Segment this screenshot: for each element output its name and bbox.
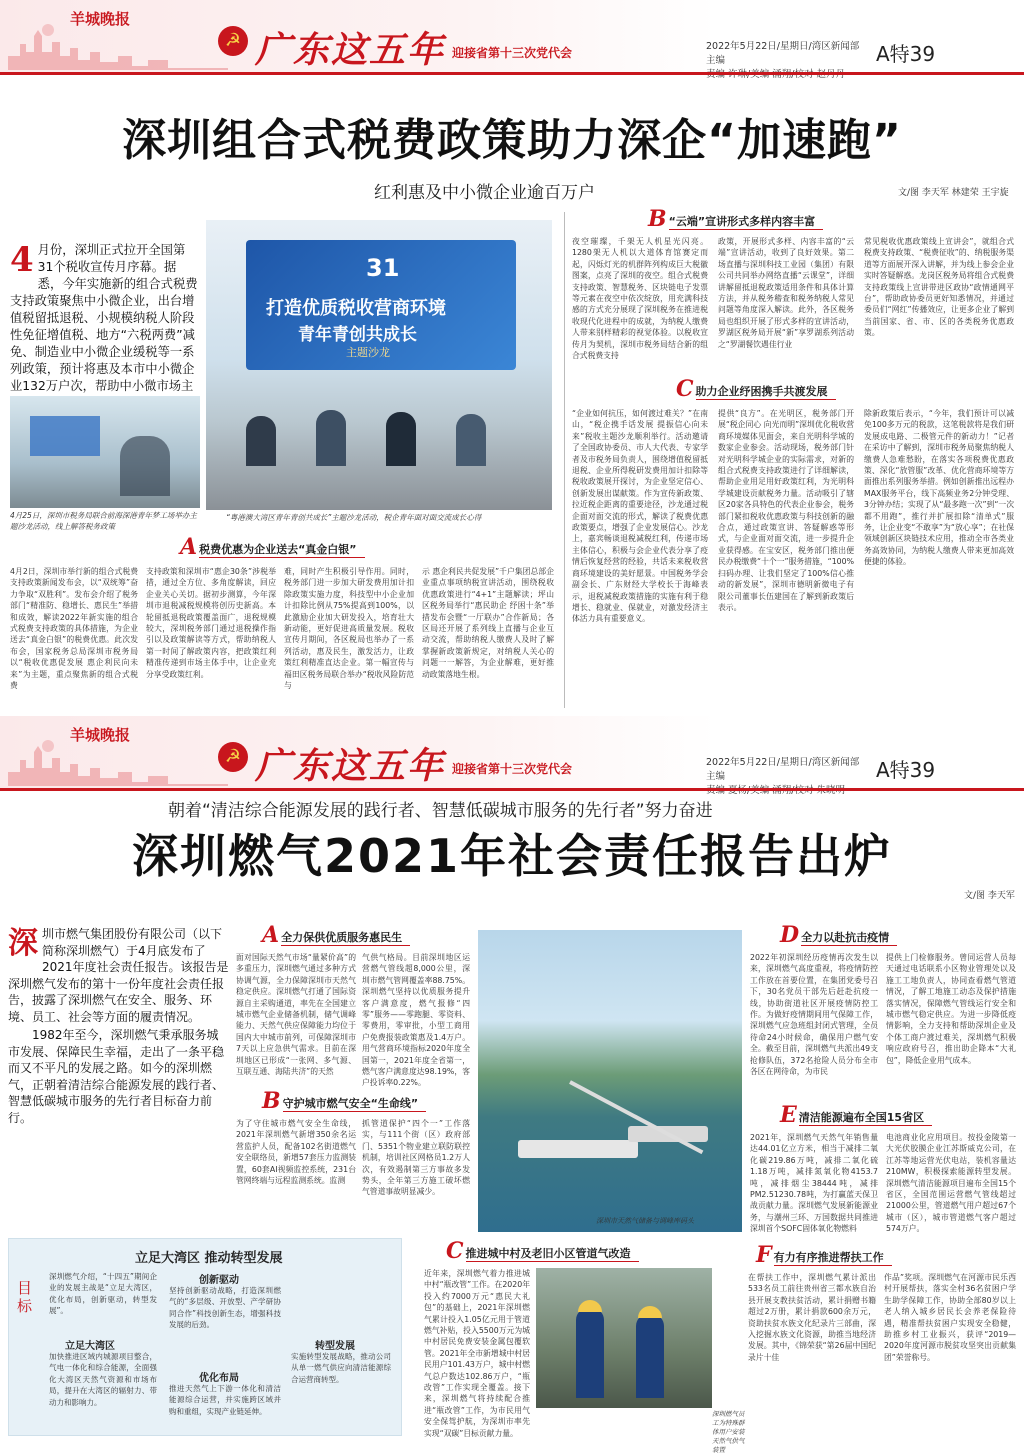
section-a2-col-2: 气供气格局。目前深圳地区运营燃气管线超8,000公里，深圳市燃气管网覆盖率88.75%。深圳燃气坚持以优质服务提升客户满意度，燃气报修“四零”服务——零跑腿、零资料、零费用，零审批，小型工商用户免费报装政策惠及1.4万户。用气营商环境指标2020年度全国第一，2021年度全省第一，燃气客户满意度达98.19%，客户投诉率0.22%。 xyxy=(362,953,470,1088)
column-title: 广东这五年 xyxy=(255,29,446,71)
byline: 文/图 李天军 林建荣 王宇旋 xyxy=(898,188,1009,198)
lead-dropcap-2: 深 xyxy=(8,926,38,961)
section-c-col-2: 提供“良方”。在光明区，税务部门开展“税企同心 向光而明”深圳优化税收营商环境媒体见面会，来自光明科学城的数家企业参会。活动现场，税务部门针对光明科学城企业的实际需求，对新的组合式税费支持政策进行了详细解读，帮助企业用足用好政策红利，为光明科学城建设贡献税务力量。活动吸引了辖区20家各具特色的代表企业参会，税务部门紧扣税收优惠政策与科技创新的融合点，通过政策宣讲、答疑解惑等形式，与企业面对面交流，进一步提升企业获得感。在宝安区，税务部门推出便民办税缴费“十个一”服务措施，“100%扫码办理、让我们坚定了100%信心推动的新发展”，深圳市德明新微电子有限公司董事长伍建国在了解到新政策后表示。 xyxy=(718,409,854,612)
subheadline: 红利惠及中小微企业逾百万户 xyxy=(374,183,595,203)
section-e-heading xyxy=(780,1104,932,1126)
skyline-illustration-2 xyxy=(8,738,228,786)
box-t1: 加快推进区域内城源项目整合，气电一体化和综合能源，全面强化大湾区天然气资源和市场布局，提升在大湾区的辐射力、带动力和影响力。 xyxy=(49,1352,157,1407)
photo-title-3: 主题沙龙 xyxy=(346,346,390,359)
section-d-letter: D xyxy=(780,922,800,948)
page-meta xyxy=(706,40,866,82)
tanker-ship xyxy=(518,1140,638,1158)
skyline-illustration xyxy=(8,22,228,70)
section-e-letter: E xyxy=(780,1102,797,1128)
port-caption: 深圳市天然气储备与调峰库码头 xyxy=(596,1217,694,1225)
box-title: 立足大湾区 推动转型发展 xyxy=(135,1251,283,1266)
section-a-title: 税费优惠为企业送去“真金白银” xyxy=(199,543,364,558)
section-a-title-2: 全力保供优质服务惠民生 xyxy=(281,931,410,946)
newspaper-logo-2: 羊城晚报 xyxy=(70,726,131,744)
meta-editors xyxy=(706,68,866,82)
section-e-col-2: 电池商业化应用项目。按投金陵第一大光伏胶膜企业江苏斯威克公司，在江苏等地运营光伏电站，装机容量达210MW，积极探索能源转型发展。深圳燃气清洁能源项目遍布全国15个省区，全国范围运营燃气管线超过21000公里，管道燃气用户超过67个城市（区），城市管道燃气客户超过574万户。 xyxy=(886,1133,1016,1234)
person-shape xyxy=(120,436,170,496)
photo-salon xyxy=(206,220,552,510)
section-a-col-1: 4月2日，深圳市举行新的组合式税费支持政策新闻发布会，以“双统筹”奋力争取“双胜利”。发布会介绍了税务部门“精准防、稳增长、惠民生”举措和成效，解读2022年新实施的组合式税费支持政策的具体措施，为企业送去“真金白银”的税费优惠。此次发布会，国家税务总局深圳市税务局以“税收优惠促发展 惠企利民向未来”为主题，重点聚焦新的组合式税费 xyxy=(10,567,138,691)
photo-title-2: 青年青创共成长 xyxy=(298,325,417,345)
panel-people xyxy=(226,406,526,466)
column-subtitle: 迎接省第十三次党代会 xyxy=(452,46,573,60)
box-t3b xyxy=(291,1271,391,1331)
section-c-heading-2 xyxy=(446,1240,639,1262)
page-number: A特39 xyxy=(876,42,936,66)
box-t2: 坚持创新驱动战略，打造深圳燃气的“多层级、开放型、产学研协同合作”科技创新生态，增强科技发展的后劲。 xyxy=(169,1286,281,1330)
box-intro: 深圳燃气介绍，“十四五”期间企业的发展主战是“立足大湾区，优化布局，创新驱动，转型发展”。 xyxy=(49,1272,157,1316)
section-c-letter: C xyxy=(676,376,694,402)
lead-dropcap: 4 xyxy=(10,240,34,280)
page-number-2: A特39 xyxy=(876,758,936,782)
worker-figure-2 xyxy=(636,1314,664,1398)
section-a-letter: A xyxy=(180,534,198,560)
section-d-heading xyxy=(780,924,897,946)
headline: 深圳组合式税费政策助力深企“加速跑” xyxy=(122,115,902,166)
photo-number: 31 xyxy=(366,254,400,282)
section-c-letter-2: C xyxy=(446,1238,464,1264)
photo-caption-1: 4月25日，深圳市税务局联合前海深港青年梦工场举办主题沙龙活动，线上解答税务政策 xyxy=(10,511,197,531)
section-b-col-1: 夜空璀璨，千架无人机星光闪亮。1280架无人机以大道体育馆赛定而起，闪烁灯光的机群阵列构成巨大税徽图案，点亮了深圳的夜空。组合式税费支持政策、智慧税务、区块链电子发票等元素在夜空中依次绽放，用充满科技感的方式充分展现了深圳税务在推进税收现代化进程中的成就，为纳税人缴费人带来别样精彩的视觉体验。以税收宣传月为契机，深圳市税务局结合新的组合式税费支持 xyxy=(572,237,708,361)
box-t3: 推进天然气上下游一体化和清洁能源综合运营，并实施跨区域并购和重组，实现产业链延伸。 xyxy=(169,1384,281,1416)
lead-paragraph xyxy=(10,240,198,393)
section-b-col-2: 政策，开展形式多样、内容丰富的“云端”宣讲活动，收到了良好效果。第二场直播与深圳科技工业园（集团）有限公司共同举办网络直播“云课堂”，详细讲解留抵退税政策适用条件和具体计算方法，并从税务稽查和税务纳税人常见问题等角度深入解读。此外，各区税务局也组织开展了形式多样的宣讲活动，罗湖区税务局开展“新”享罗湖系列活动之“罗湖餐饮遇佳行业 xyxy=(718,237,854,349)
column-title-2: 广东这五年 xyxy=(255,745,446,787)
section-a-letter-2: A xyxy=(262,922,280,948)
lead-text-2: 圳市燃气集团股份有限公司（以下简称深圳燃气）于4月底发布了2021年度社会责任报告。该报告是深圳燃气发布的第十一份年度社会责任报告，披露了深圳燃气在安全、服务、环境、员工、社会等方面的履责情况。 xyxy=(8,927,229,1024)
section-a-col-4: 示 惠企利民共促发展”千户集团总部企业重点事项纳税宣讲活动，围绕税收优惠政策进行“4+1”主题解读；坪山区税务局举行“惠民助企 纾困十条”举措发布会暨“一厅联办”合作新局；各区局还开展了系列线上直播与企业互动交流，帮助纳税人缴费人及时了解掌握新政策新规定，对纳税人关心的问题一一解答，为企业解难，更好推动政策落地生根。 xyxy=(422,567,554,679)
section-b2-col-1: 为了守住城市燃气安全生命线，2021年深圳燃气新增350余名运营监护人员，配备102名街道燃气安全联络员，新增57套压力监测装置，60套AI视频监控系统，231台管网终端与远程监测系统。监测 xyxy=(236,1119,356,1186)
helmet-icon-2 xyxy=(638,1306,662,1318)
section-e-title: 清洁能源遍布全国15省区 xyxy=(799,1111,932,1126)
section-c-title-2: 推进城中村及老旧小区管道气改造 xyxy=(466,1247,639,1262)
section-f-heading xyxy=(756,1244,892,1266)
page-meta-2 xyxy=(706,756,866,798)
byline-2: 文/图 李天军 xyxy=(964,891,1015,901)
section-b-letter-2: B xyxy=(262,1088,281,1114)
tax-article-page xyxy=(0,0,1024,716)
section-c2-col-1: 近年来，深圳燃气着力推进城中村“瓶改管”工作。在2020年投入约7000万元“惠民大礼包”的基础上，2021年深圳燃气累计投入1.05亿元用于管道燃气补贴，投入5500万元为城中村居民免费安装金属包覆软管。2021年全市新增城中村居民用户101.43万户，城中村燃气总户数达102.86万户，“瓶改管”工作实现全覆盖。接下来，深圳燃气将持续配合推进“瓶改管”工作，为市民用气安全保驾护航，为深圳市率先实现“双碳”目标贡献力量。 xyxy=(424,1269,530,1438)
meta-date-2: 2022年5月22日/星期日/湾区新闻部主编 xyxy=(706,757,860,782)
section-a2-col-1: 面对国际天然气市场“量紧价高”的多重压力，深圳燃气通过多种方式协调气源，全力保障深圳市天然气稳定供应。深圳燃气打通了国际资源自主采购通道，率先在全国建立城市燃气企业储备机制，储气调峰能力、天然气供应保障能力均位于国内大中城市前列，可保障深圳市7天以上应急供气需求。目前在深圳地区已形成“一张网、多气源、互联互通、海陆共济”的天然 xyxy=(236,953,356,1077)
section-b-title: “云端”宣讲形式多样内容丰富 xyxy=(669,215,823,230)
screen-shape xyxy=(30,416,100,456)
section-f-col-1: 在帮扶工作中，深圳燃气累计派出533名员工前往贵州省三都水族自治县开展支教扶贫活动，累计捐赠书籍超过2万册，累计捐款600余万元，资助扶贫水族文化纪录片三部曲，深入挖掘水族文化资源，助推当地经济发展。其中，《锦荣获“第26届中国纪录片十佳 xyxy=(748,1273,876,1362)
header-rule-2 xyxy=(0,788,1024,791)
section-c-col-3: 除新政策后表示，“今年，我们预计可以减免100多万元的税款，这笔税款将是我们研发展成电路、二极管元件的新动力！”记者在采访中了解到，深圳市税务局聚焦纳税人缴费人急难愁盼，在落实各项税费优惠政策、深化“放管服”改革、优化营商环境等方面推出系列服务举措。例如创新推出远程办MAX服务平台，线下高频业务2分钟受理、3分钟办结；实现了从“最多跑一次”到“一次都不用跑”，推行并扩展扣除“清单式”服务，让企业变“不敢享”为“放心享”；在社保领域创新区块链技术应用，推动全市各类业务高效协同，为纳税人缴费人带来更加高效便捷的体验。 xyxy=(864,409,1014,567)
section-b-letter: B xyxy=(648,206,667,232)
section-d-title: 全力以赴抗击疫情 xyxy=(801,931,897,946)
photo-lng-terminal xyxy=(478,930,742,1232)
section-d-col-1: 2022年初深圳经历疫情再次发生以来，深圳燃气高度重视，将疫情防控工作放在首要位置，在集团党委号召下，30名党员干部先后赶赴抗疫一线，协助街道社区开展疫情防控工作。为做好疫情期间用气保障工作，深圳燃气应急班组封闭式管理，全员待命24小时候命，确保用户燃气安全。截至目前，深圳燃气共派出49支抢修队伍，372名抢险人员分布全市各区在网待命，为市民 xyxy=(750,953,878,1077)
page-banner-2 xyxy=(0,716,1024,788)
kicker: 朝着“清洁综合能源发展的践行者、智慧低碳城市服务的先行者”努力奋进 xyxy=(168,801,713,821)
photo-caption-2: “粤港澳大湾区青年青创共成长”主题沙龙活动，税企青年面对面交流成长心得 xyxy=(226,513,482,522)
lead-text-2b: 1982年至今，深圳燃气秉承服务城市发展、保障民生幸福，走出了一条平稳而又不平凡的发展之路。如今的深圳燃气，正朝着清洁综合能源发展的践行者、智慧低碳城市服务的先行者目标奋力前行。 xyxy=(8,1028,225,1125)
section-f-col-2: 作品”奖项。深圳燃气在河源市民乐西村开展帮扶，落实全村36名贫困户学生助学保障工作，协助全部80岁以上老人纳入城乡居民长会养老保险待遇，精准帮扶贫困户实现安全稳健，助推乡村工业振兴，获评“2019—2020年度河源市脱贫攻坚突出贡献集团”荣誉称号。 xyxy=(884,1273,1016,1362)
sidebar-box xyxy=(8,1238,402,1436)
party-emblem-icon-2: ☭ xyxy=(218,742,248,772)
box-h1: 立足大湾区 xyxy=(65,1341,115,1352)
headline-2: 深圳燃气2021年社会责任报告出炉 xyxy=(131,829,893,883)
photo-workers xyxy=(536,1268,712,1408)
section-b-col-3: 常见税收优惠政策线上宣讲会”，就组合式税费支持政策、“税费征收”的、纳税服务渠道等方面展开深入讲解，并为线上参会企业实时答疑解惑。龙岗区税务局将组合式税费支持政策线上宣讲带进区政协“政情通网平台”，帮助政协委员更好知悉情况，并通过委员们“网红”传播效应，让更多企业了解到当前国家、省、市、区的各类税务优惠政策。 xyxy=(864,237,1014,338)
section-a-heading-2 xyxy=(262,924,410,946)
photo-livestream xyxy=(10,396,200,508)
newspaper-logo: 羊城晚报 xyxy=(70,10,131,28)
header-rule xyxy=(0,72,1024,75)
section-a-col-2: 支持政策和深圳市“惠企30条”涉税举措，通过全方位、多角度解读，回应企业关心关切。据初步测算，今年深圳市退税减税规模将创历史新高。本轮留抵退税政策覆盖面广，退税规模较大，深圳税务部门通过退税操作指引以及政策解读等方式，帮助纳税人第一时间了解政策内容，把政策红利精准传递到市场主体手中，让企业充分享受政策红利。 xyxy=(146,567,276,679)
section-b-heading-2 xyxy=(262,1090,426,1112)
section-a-heading xyxy=(180,536,365,558)
lead-text: 月份，深圳正式拉开全国第31个税收宣传月序幕。据悉，今年实施新的组合式税费支持政策聚焦中小微企业，出台增值税留抵退税、小规模纳税人阶段性免征增值税、地方“六税两费”减免、制造业中小微企业缓税等一系列政策，预计将惠及本市中小微企业132万户次，帮助中小微市场主 xyxy=(10,243,198,393)
meta-date: 2022年5月22日/星期日/湾区新闻部主编 xyxy=(706,41,860,66)
section-f-title: 有力有序推进帮扶工作 xyxy=(774,1251,892,1266)
section-c-col-1: “企业如何抗压，如何渡过难关？”在南山，“税企携手话发展 提振信心向未来”税收主题沙龙顺利举行。活动邀请了全国政协委员、市人大代表、专家学者及市税务局负责人，围绕增值税留抵退税、企业所得税研发费用加计扣除等税收政策展开探讨，为企业坚定信心、创新发展出谋献策。作为宣传新政策、拉近税企距离的重要途径，沙龙通过税企面对面交流的形式，解读了税费优惠政策要点，增强了企业发展信心。沙龙上，嘉宾畅谈退税减税红利，传递市场主体信心，积极与会企业代表分享了疫情后恢复经营的经验，共话未来税收营商环境建设的美好愿景。中国税务学会副会长、广东财经大学校长于海峰表示，退税减税政策措施的实施有利于稳增长、稳就业、保就业，对激发经济主体活力具有重要意义。 xyxy=(572,409,708,624)
section-b-heading xyxy=(648,208,823,230)
section-d-col-2: 提供上门检修服务。曾同运营人员每天通过电话联系小区物业管理处以及施工工地负责人，协同查看燃气管道情况，了解工地施工动态及保护措施落实情况，保障燃气管线运行安全和城市燃气稳定供应。为进一步降低疫情影响，全力支持和帮助深圳企业及个体工商户渡过难关，深圳燃气积极响应政府号召，推出助企降本“大礼包”，降低企业用气成本。 xyxy=(886,953,1016,1065)
photo-title: 打造优质税收营商环境 xyxy=(266,298,446,319)
helmet-icon xyxy=(578,1300,602,1312)
workers-caption: 深圳燃气员工为特殊群体用户安装天然气供气装置 xyxy=(712,1410,745,1454)
page-banner xyxy=(0,0,1024,72)
party-emblem-icon: ☭ xyxy=(218,26,248,56)
section-c-title: 助力企业纾困携手共渡发展 xyxy=(696,385,836,400)
column-divider xyxy=(564,212,565,708)
box-h3: 优化布局 xyxy=(199,1373,239,1384)
section-f-letter: F xyxy=(756,1242,772,1268)
column-subtitle-2: 迎接省第十三次党代会 xyxy=(452,762,573,776)
gas-article-page xyxy=(0,716,1024,1454)
meta-editors-2 xyxy=(706,784,866,798)
section-a-col-3: 难，同时产生积极引导作用。同时，税务部门进一步加大研发费用加计扣除政策实施力度，科技型中小企业加计扣除比例从75%提高到100%，以此激励企业加大研发投入，培育壮大新动能，更好促进高质量发展。税收宣传月期间，各区税局也举办了一系列活动，惠及民生，激发活力，让政策红利精准直达企业。第一幅宣传与福田区税务局联合举办“税收风险防范与 xyxy=(284,567,414,691)
box-h2: 创新驱动 xyxy=(199,1275,239,1286)
worker-figure xyxy=(576,1308,604,1398)
box-h4: 转型发展 xyxy=(315,1341,355,1352)
box-side-label: 目标 xyxy=(17,1279,33,1315)
box-t4: 实施转型发展战略，推动公司从单一燃气供应向清洁能源综合运营商转型。 xyxy=(291,1352,391,1384)
lead-paragraph-2 xyxy=(8,926,230,1226)
section-b2-col-2: 抓管道保护“四个一”工作落实，与111个街（区）政府部门、5351个物业建立联防联控机制，培训社区网格员1.2万人次，有效遏制第三方事故多发势头，全年第三方施工破坏燃气管道事故明显减少。 xyxy=(362,1119,470,1197)
section-c-heading xyxy=(676,378,836,400)
section-b-title-2: 守护城市燃气安全“生命线” xyxy=(283,1097,426,1112)
section-e-col-1: 2021年，深圳燃气天然气年销售量达44.01亿立方米，相当于减排二氧化碳219.86万吨，减排二氧化硫1.18万吨，减排氮氧化物4153.7吨，减排烟尘38444吨，减排PM2.51230.78吨，为打赢蓝天保卫战贡献力量。深圳燃气发展新能源业务，与潮州三环、万国数据共同推进深圳首个SOFC固体氧化物燃料 xyxy=(750,1133,878,1234)
